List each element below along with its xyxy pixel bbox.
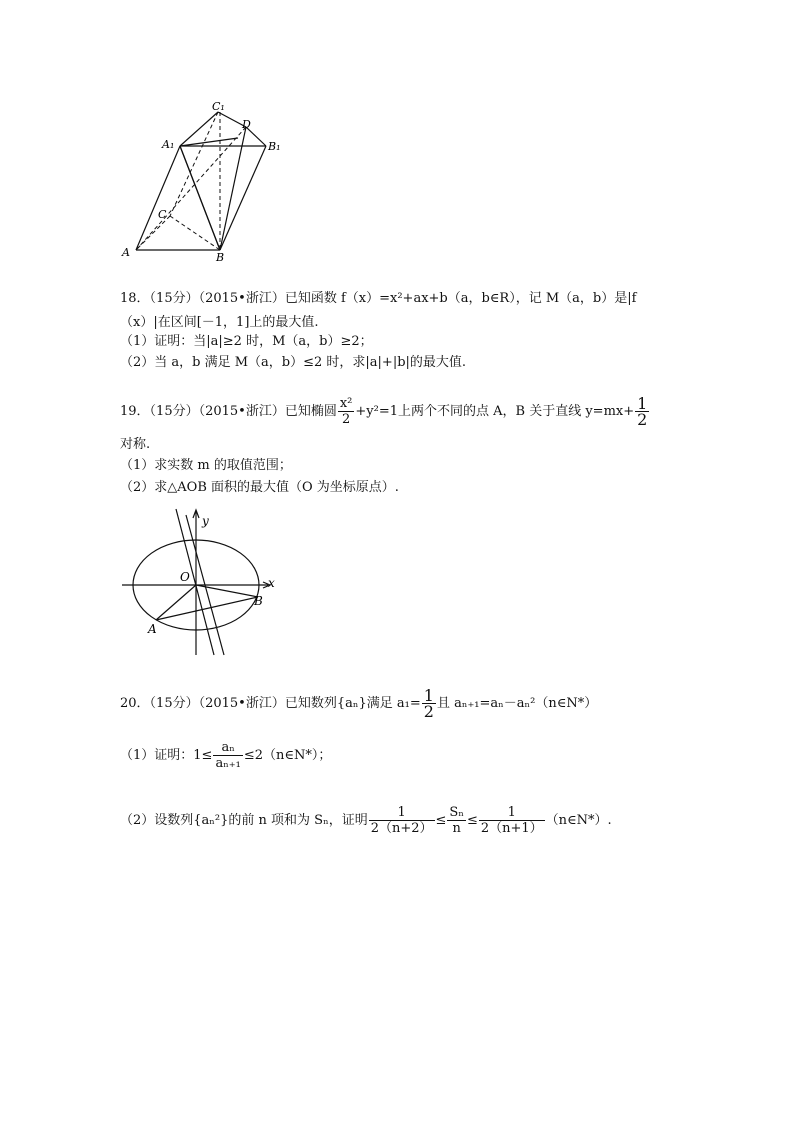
label-point-a: A [148, 622, 157, 636]
label-c: C [158, 208, 167, 221]
label-c1: C₁ [212, 100, 225, 113]
q20-fraction-half [422, 688, 436, 719]
q19-line1 [120, 396, 650, 427]
label-b: B [216, 251, 225, 263]
q20-part2-f1-numerator: 1 [397, 805, 406, 820]
q20-part1-fraction [213, 740, 242, 771]
q20-part2-fraction2 [447, 805, 466, 836]
q20-part1-numerator: aₙ [221, 740, 235, 755]
q20-frac-denominator: 2 [423, 702, 434, 721]
q20-suffix: 且 aₙ₊₁=aₙ－aₙ²（n∈N*） [436, 696, 598, 711]
q19-fraction-half [635, 396, 649, 427]
axis-label-y: y [202, 514, 209, 528]
q20-part2-f2-denominator: n [447, 820, 466, 836]
q20-part2-fraction3 [479, 805, 545, 836]
q20-part2-f2-numerator: Sₙ [449, 805, 464, 820]
label-b1: B₁ [268, 140, 281, 153]
q20-part2-f3-denominator: 2（n+1） [480, 821, 543, 836]
q19-mid: +y²=1上两个不同的点 A，B 关于直线 y=mx+ [355, 404, 635, 419]
q20-part2-prefix: （2）设数列{aₙ²}的前 n 项和为 Sₙ，证明 [120, 813, 368, 828]
q19-frac1-denominator: 2 [338, 411, 355, 427]
q20-part1-denominator: aₙ₊₁ [215, 756, 241, 771]
q19-part1: （1）求实数 m 的取值范围； [120, 458, 292, 473]
q20-line1 [120, 688, 597, 719]
label-origin: O [180, 570, 190, 584]
q20-part1-suffix: ≤2（n∈N*）； [243, 748, 332, 763]
q19-fraction-x2-over-2 [338, 396, 355, 427]
q20-part2-fraction1 [369, 805, 435, 836]
q20-part2-f1-denominator: 2（n+2） [370, 821, 433, 836]
ellipse-figure [118, 505, 283, 660]
q18-line1: 18．（15分）（2015•浙江）已知函数 f（x）=x²+ax+b（a，b∈R），记 M（a，b）是|f [120, 291, 637, 306]
q18-line2: （x）|在区间[－1，1]上的最大值. [120, 315, 319, 330]
q20-part1 [120, 740, 331, 771]
q20-frac-numerator: 1 [423, 686, 434, 705]
q20-part2-suffix: （n∈N*）. [545, 813, 612, 828]
q19-cont: 对称. [120, 437, 151, 452]
label-d: D [242, 118, 251, 131]
q20-part1-prefix: （1）证明：1≤ [120, 748, 213, 763]
q20-part2-le1: ≤ [435, 813, 447, 828]
q18-part2: （2）当 a，b 满足 M（a，b）≤2 时，求|a|+|b|的最大值. [120, 355, 467, 370]
q19-frac2-numerator: 1 [637, 394, 648, 413]
q18-part1: （1）证明：当|a|≥2 时，M（a，b）≥2； [120, 334, 373, 349]
q20-part2 [120, 805, 612, 836]
q19-part2: （2）求△AOB 面积的最大值（O 为坐标原点）. [120, 480, 399, 495]
label-point-b: B [254, 594, 263, 608]
q19-frac2-denominator: 2 [637, 410, 648, 429]
axis-label-x: x [268, 576, 275, 590]
label-a: A [122, 246, 130, 259]
q19-prefix: 19．（15分）（2015•浙江）已知椭圆 [120, 404, 337, 419]
q20-part2-le2: ≤ [466, 813, 478, 828]
q19-frac1-numerator: x² [339, 396, 353, 411]
q20-part2-f3-numerator: 1 [507, 805, 516, 820]
q20-prefix: 20．（15分）（2015•浙江）已知数列{aₙ}满足 a₁= [120, 696, 421, 711]
label-a1: A₁ [162, 138, 175, 151]
prism-figure [118, 98, 293, 263]
